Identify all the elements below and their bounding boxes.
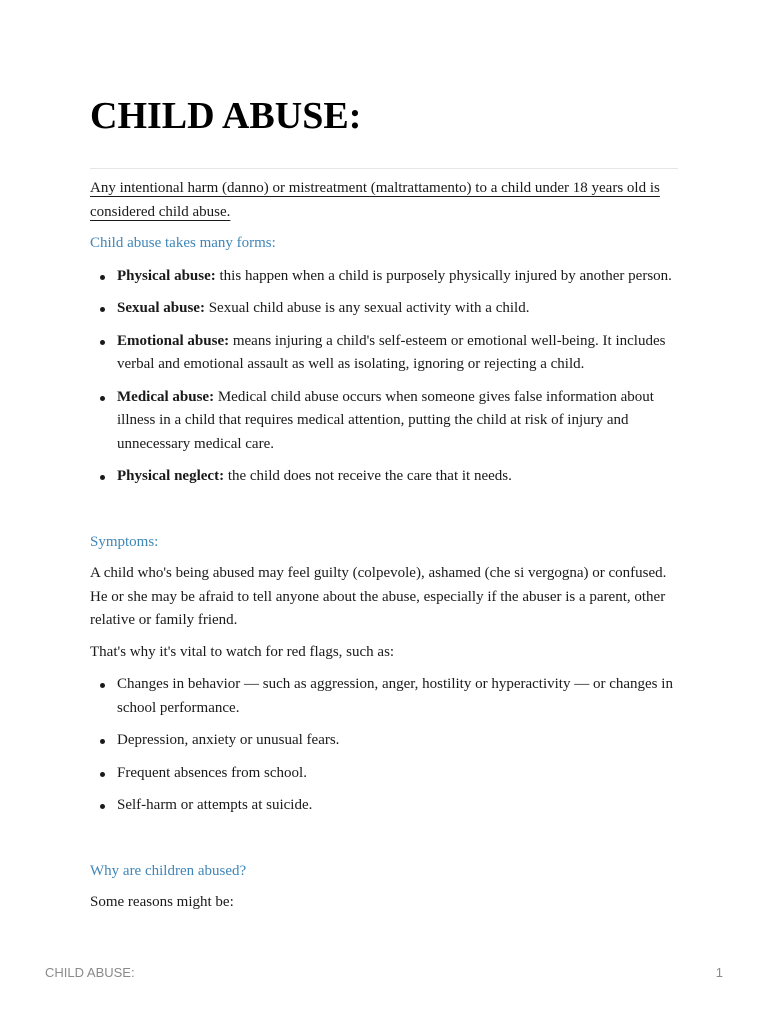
- symptoms-heading: Symptoms:: [90, 533, 159, 550]
- list-item: Frequent absences from school.: [90, 762, 678, 786]
- list-item: [90, 297, 678, 321]
- list-item: Depression, anxiety or unusual fears.: [90, 729, 678, 753]
- page-title: CHILD ABUSE:: [90, 95, 362, 137]
- intro-paragraph: [90, 177, 678, 224]
- red-flags-list: [90, 673, 678, 818]
- list-item: [90, 330, 678, 377]
- intro-text: Any intentional harm (danno) or mistreatment (maltrattamento) to a child under 18 years old is considered child abuse.: [90, 180, 660, 220]
- why-intro: Some reasons might be:: [90, 894, 234, 910]
- term: Physical abuse:: [117, 267, 216, 284]
- footer-title: CHILD ABUSE:: [45, 965, 135, 980]
- definition: Sexual child abuse is any sexual activity with a child.: [204, 300, 530, 316]
- page-number: 1: [715, 965, 723, 980]
- red-flags-intro: That's why it's vital to watch for red flags, such as:: [90, 643, 395, 660]
- list-item: [90, 265, 678, 289]
- list-item: Self-harm or attempts at suicide.: [90, 794, 678, 818]
- title-divider: [90, 168, 678, 169]
- definition: this happen when a child is purposely physically injured by another person.: [215, 267, 672, 284]
- term: Sexual abuse:: [117, 300, 205, 316]
- forms-list: [90, 265, 678, 489]
- list-item: [90, 386, 678, 457]
- symptoms-paragraph: A child who's being abused may feel guilty (colpevole), ashamed (che si vergogna) or confused. He or she may be afraid to tell anyone about the abuse, especially if the abuser is a parent, other relative or family friend.: [90, 565, 667, 628]
- document-content: [90, 96, 678, 915]
- term: Physical neglect:: [117, 468, 225, 484]
- term: Medical abuse:: [117, 388, 215, 405]
- definition: means injuring a child's self-esteem or emotional well-being. It includes verbal and emotional assault as well as isolating, ignoring or rejecting a child.: [117, 332, 666, 372]
- why-heading: Why are children abused?: [90, 862, 247, 879]
- list-item: Changes in behavior — such as aggression, anger, hostility or hyperactivity — or changes in school performance.: [90, 673, 678, 720]
- definition: the child does not receive the care that it needs.: [224, 468, 512, 484]
- definition: Medical child abuse occurs when someone gives false information about illness in a child that requires medical attention, putting the child at risk of injury and unnecessary medical care.: [117, 388, 654, 452]
- list-item: [90, 465, 678, 489]
- forms-heading: Child abuse takes many forms:: [90, 235, 276, 251]
- term: Emotional abuse:: [117, 332, 230, 349]
